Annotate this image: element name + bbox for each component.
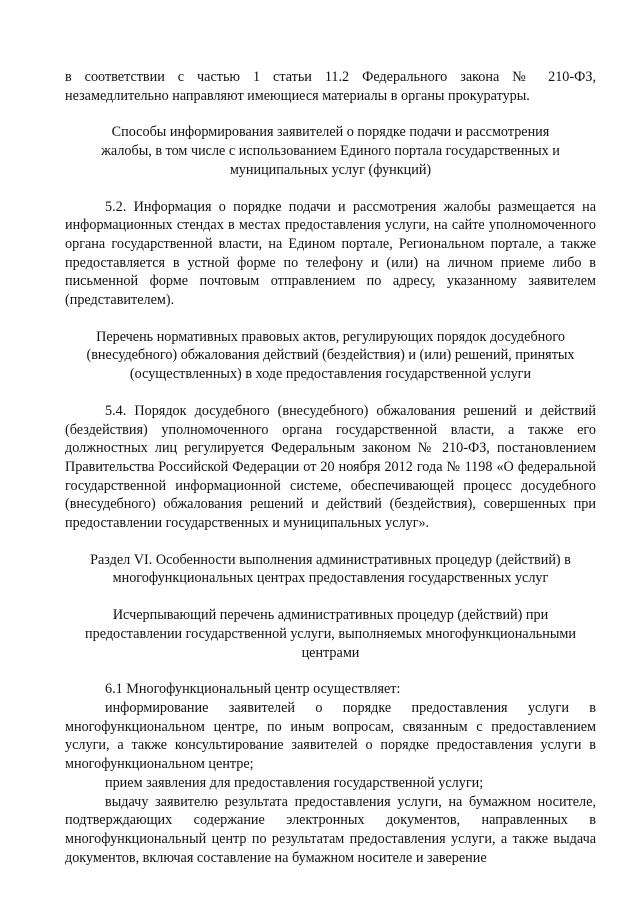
spacer xyxy=(65,662,596,680)
heading-section-6: Раздел VI. Особенности выполнения административных процедур (действий) в многофункциональных центрах предоставления государственных услуг xyxy=(90,551,571,587)
spacer xyxy=(65,384,596,402)
spacer xyxy=(65,180,596,198)
heading-legal-acts: Перечень нормативных правовых актов, регулирующих порядок досудебного (внесудебного) обжалования действий (бездействия) и (или) решений, принятых (осуществленных) в ходе предоставления государственной услуги xyxy=(86,328,575,383)
paragraph-6-1: 6.1 Многофункциональный центр осуществляет: xyxy=(105,681,401,698)
paragraph-6-1-reception: прием заявления для предоставления государственной услуги; xyxy=(105,774,484,791)
heading-procedures-list: Исчерпывающий перечень административных процедур (действий) при предоставлении государственной услуги, выполняемых многофункциональными центрами xyxy=(85,607,576,661)
paragraph-6-1-informing: информирование заявителей о порядке предоставления услуги в многофункциональном центре, по иным вопросам, связанным с предоставлением услуги, а также консультирование заявителей о порядке предоставления услуги в многофункциональном центре; xyxy=(65,699,596,773)
document-page xyxy=(65,68,596,867)
spacer xyxy=(65,588,596,606)
paragraph-6-1-issuance: выдачу заявителю результата предоставления услуги, на бумажном носителе, подтверждающих содержание электронных документов, направленных в многофункциональный центр по результатам предоставления услуги, а также выдача документов, включая составление на бумажном носителе и заверение xyxy=(65,793,596,866)
paragraph-continuation: в соответствии с частью 1 статьи 11.2 Федерального закона № 210-ФЗ, незамедлительно направляют имеющиеся материалы в органы прокуратуры. xyxy=(65,69,596,104)
paragraph-5-2: 5.2. Информация о порядке подачи и рассмотрения жалобы размещается на информационных стендах в местах предоставления услуги, на сайте уполномоченного органа государственной власти, на Едином портале, Региональном портале, а также предоставляется в устной форме по телефону и (или) на личном приеме либо в письменной форме почтовым отправлением по адресу, указанному заявителем (представителем). xyxy=(65,198,596,309)
heading-complaint-info-methods: Способы информирования заявителей о порядке подачи и рассмотрения жалобы, в том числе с использованием Единого портала государственных и муниципальных услуг (функций) xyxy=(101,124,560,178)
spacer xyxy=(65,310,596,328)
spacer xyxy=(65,105,596,123)
spacer xyxy=(65,533,596,551)
paragraph-5-4: 5.4. Порядок досудебного (внесудебного) обжалования решений и действий (бездействия) уполномоченного органа государственной власти, а также его должностных лиц регулируется Федеральным законом № 210-ФЗ, постановлением Правительства Российской Федерации от 20 ноября 2012 года № 1198 «О федеральной государственной информационной системе, обеспечивающей процесс досудебного (внесудебного) обжалования решений и действий (бездействия), совершенных при предоставлении государственных и муниципальных услуг». xyxy=(65,402,596,532)
